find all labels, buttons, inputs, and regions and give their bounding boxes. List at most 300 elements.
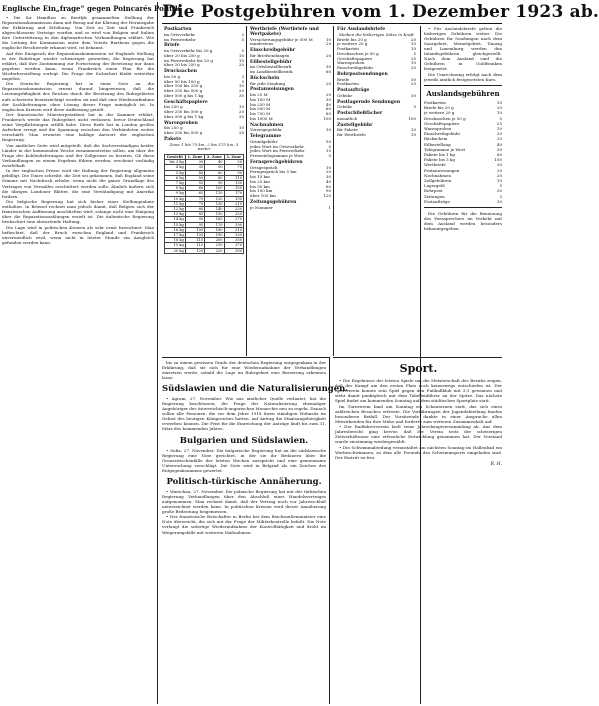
table-cell: 190 bbox=[224, 196, 243, 201]
table-cell: 90 bbox=[205, 181, 224, 186]
tariff-value: 60 bbox=[325, 69, 331, 74]
tariff-column-3 bbox=[335, 26, 418, 356]
left-article-body bbox=[2, 15, 154, 245]
fee-value: 30 bbox=[496, 188, 502, 194]
fee-value: 10 bbox=[496, 177, 502, 183]
tariff-value: 3 bbox=[241, 31, 244, 37]
column-header: Gewicht bbox=[165, 155, 186, 160]
tariff-value: 5 bbox=[241, 48, 244, 53]
tariff-value: 30 bbox=[238, 92, 244, 98]
table-cell: 170 bbox=[224, 191, 243, 196]
table-cell: 230 bbox=[224, 207, 243, 212]
tariff-label: über 100 km bbox=[250, 193, 276, 198]
tariff-heading: Zeitungsgebühren bbox=[250, 199, 297, 205]
sport-title: Sport. bbox=[399, 362, 438, 375]
table-cell: 170 bbox=[205, 222, 224, 227]
fee-value: 10 bbox=[496, 125, 502, 131]
table-cell: bis 3 kg bbox=[165, 160, 186, 165]
table-cell: 50 bbox=[205, 165, 224, 170]
table-cell: 110 bbox=[205, 191, 224, 196]
tariff-label: Gebühr bbox=[337, 104, 353, 110]
table-cell: 20 kg bbox=[165, 248, 186, 253]
tariff-label: im Landbestellbezirk bbox=[250, 69, 293, 74]
tariff-label: über 250 bis 500 g bbox=[164, 88, 203, 93]
tariff-value: 30 bbox=[325, 64, 331, 70]
tariff-value: 100 bbox=[408, 115, 416, 121]
tariff-value: 30 bbox=[410, 92, 416, 98]
fee-value: 3 bbox=[499, 193, 502, 199]
tariff-column-1 bbox=[162, 26, 247, 356]
table-cell: 210 bbox=[205, 243, 224, 248]
fee-label: Eilbestellung bbox=[424, 141, 451, 147]
table-cell: 110 bbox=[185, 238, 204, 243]
table-cell: 50 bbox=[224, 160, 243, 165]
tariff-value: 5 bbox=[328, 153, 331, 158]
tariff-heading: Wertbriefe (Wertbriefe und Wertpakete) bbox=[250, 27, 319, 37]
table-cell: 150 bbox=[224, 186, 243, 191]
tariff-label: bis 750 M bbox=[250, 111, 271, 116]
tariff-heading: Postaufträge bbox=[337, 88, 370, 93]
left-paragraph: Der französische Ministerpräsident hat in der Kammer erklärt, Frankreich werde das Ruhrgebiet nicht verlassen, bevor Deutschland seine Verpflichtungen erfüllt habe. Diese Rede hat in London großes Aufsehen erregt und die Spannung zwischen den Verbündeten weiter verschärft. Man erwartet eine baldige Antwort der englischen Regierung. bbox=[2, 112, 154, 143]
tariff-label: über 20 bis 250 g bbox=[164, 52, 200, 58]
section-body-suedslawien bbox=[162, 396, 326, 431]
fee-value: 10 bbox=[496, 110, 502, 116]
table-cell: 130 bbox=[224, 181, 243, 186]
fee-value: 150 bbox=[494, 157, 502, 163]
tariff-value: 10 bbox=[410, 127, 416, 133]
tariff-row bbox=[337, 105, 416, 110]
left-paragraph: Die Lage wird in politischen Kreisen als sehr ernst bezeichnet. Man befürchtet, daß der Bruch zwischen England und Frankreich unvermeidlich wird, wenn nicht in letzter Stunde ein Ausgleich gefunden werden kann. bbox=[2, 224, 154, 245]
tariff-value: 10 bbox=[410, 132, 416, 137]
table-cell: 180 bbox=[205, 227, 224, 232]
fee-value: 40 bbox=[496, 141, 502, 147]
tariff-label: über 50 bis 100 g bbox=[164, 78, 200, 84]
section-body-tuerkei bbox=[162, 489, 326, 535]
tariff-value: 10 bbox=[410, 46, 416, 51]
intro-paragraph bbox=[162, 360, 326, 380]
table-cell: 330 bbox=[224, 233, 243, 238]
section-text: • Warschau, 27. November. Die polnische Regierung hat mit der türkischen Regierung Verhandlungen über den Abschluß eines Handelsvertrages aufgenommen. Man rechnet damit, daß der Vertrag noch vor Jahresschluß unterzeichnet werden kann. In politischen Kreisen wird dieser Annäherung große Bedeutung beigemessen. bbox=[162, 488, 326, 514]
tariff-value: 50 bbox=[325, 138, 331, 144]
tariff-value: 10 bbox=[325, 127, 331, 133]
right-paragraph: • Für Auslandsbriefe gelten die bisherigen Gebühren weiter. Die Gebühren für Sendungen nach dem Saargebiet, Memelgebiet, Danzig und Luxemburg werden den Inlandsgebühren gleichgestellt. Nach dem Ausland sind die Gebühren in Goldfranken festgesetzt. bbox=[424, 26, 502, 72]
tariff-row bbox=[337, 133, 416, 138]
left-paragraph: Von amtlicher Seite wird mitgeteilt, daß die Sachverständigen beider Länder in der kommenden Woche zusammentreten sollen, um über die Frage der Kohlenlieferungen und der Zollgrenze zu beraten. Ob diese Verhandlungen zu einem Ergebnis führen werden, erscheint vorläufig zweifelhaft. bbox=[2, 142, 154, 168]
table-cell: 200 bbox=[205, 238, 224, 243]
table-cell: 70 bbox=[185, 196, 204, 201]
tariff-label: über 250 bis 500 g bbox=[164, 109, 203, 114]
fee-label: Zeitungen bbox=[424, 193, 445, 199]
left-paragraph: • Die Sir Hamilton zu Rentlyk gesammelten Stellung der Reparationskommission dann mit Bezug auf die Klärung der Herausgabe der Erklärung und Erhöhung. Von Zeit zu Zeit sind Frankreich abgeschlossene Verträge worden und so wird von Belgien und Italien ihre Unterstützung in den diplomatischen Verhandlungen erklärt. Wie die Leitung der Kommission unter dem Vorsitz Barthous gegen die englische Beschwerde erkannt wird, ist bekannt. bbox=[2, 15, 155, 51]
tariff-row bbox=[164, 94, 244, 99]
right-fee-list bbox=[424, 100, 502, 204]
table-cell: 19 kg bbox=[165, 243, 186, 248]
table-cell: 30 bbox=[185, 160, 204, 165]
tariff-value: 10 bbox=[410, 60, 416, 66]
tariff-label: Ortsgespräch bbox=[250, 164, 278, 170]
tariff-label: über 500 g bis 1 kg bbox=[164, 113, 204, 119]
section-text: • Sofia, 27. November. Die bulgarische Regierung hat an die südslawische Regierung eine Note gerichtet, in der sie ihr Bedauern über die Grenzzwischenfälle der letzten Wochen ausspricht und eine gemeinsame Untersuchung vorschlägt. Die Note wird in Belgrad als ein Zeichen des Entgegenkommens gewertet. bbox=[162, 447, 326, 473]
table-row bbox=[165, 248, 244, 253]
fee-value: 10 bbox=[496, 99, 502, 105]
tariff-row bbox=[337, 82, 416, 87]
table-cell: 40 bbox=[205, 160, 224, 165]
tariff-label: Geschäftspapiere bbox=[337, 55, 373, 61]
tariff-heading: Postkarten bbox=[164, 27, 192, 32]
tariff-heading: Telegramme bbox=[250, 134, 282, 139]
tariff-value: 80 bbox=[325, 111, 331, 116]
table-cell: 390 bbox=[224, 248, 243, 253]
tariff-row bbox=[164, 63, 244, 68]
fee-label: Rückschein bbox=[424, 136, 448, 142]
tariff-label: für Pakete bbox=[337, 127, 358, 133]
table-cell: 16 kg bbox=[165, 227, 186, 232]
sport-paragraph: • Die Schwimmabteilung veranstaltet am nächsten Sonntag im Hallenbad ein Werbeschwimmen, zu dem alle Freunde des Schwimmsports eingeladen sind. Der Eintritt ist frei. bbox=[335, 444, 502, 460]
intro-text: bis zu einem gewissen Grade der deutschen Regierung entgegenkam in der Erklärung, daß sie sich für eine Wiederaufnahme der Verhandlungen einsetzen werde, sobald die Lage im Ruhrgebiet eine Besserung erkennen lasse. bbox=[162, 360, 326, 381]
fee-label: Lagergeld bbox=[424, 183, 445, 189]
tariff-value: 30 bbox=[410, 76, 416, 82]
tariff-value: 20 bbox=[325, 169, 331, 175]
table-cell: 370 bbox=[224, 243, 243, 248]
tariff-row bbox=[250, 117, 331, 122]
tariff-value: 10 bbox=[325, 164, 331, 170]
tariff-value: 40 bbox=[325, 178, 331, 184]
tariff-row bbox=[164, 131, 244, 136]
sport-paragraph: • Der Radfahrerverein hielt seine Jahreshauptversammlung ab. Aus dem Jahresbericht ging hervor, daß der Verein trotz der schwierigen Zeitverhältnisse eine erfreuliche Entwicklung genommen hat. Der Vorstand wurde einstimmig wiedergewählt. bbox=[335, 424, 502, 445]
tariff-value: 5 bbox=[241, 78, 244, 84]
table-cell: 85 bbox=[185, 212, 204, 217]
table-cell: 150 bbox=[205, 212, 224, 217]
tariff-label: im Fernverkehr bis 20 g bbox=[164, 57, 213, 63]
tariff-value: 10 bbox=[410, 41, 416, 47]
tariff-label: monatlich bbox=[337, 115, 358, 121]
table-cell: 8 kg bbox=[165, 186, 186, 191]
tariff-label: Postkarten bbox=[337, 46, 359, 51]
right-paragraph: Die Umrechnung erfolgt nach dem jeweils amtlich festgesetzten Kurs. bbox=[424, 71, 502, 82]
tariff-label: bis 250 g bbox=[164, 104, 183, 110]
tariff-value: 10 bbox=[238, 57, 244, 63]
section-text: • Agram, 27. November. Wie aus amtlicher Quelle verlautet, hat die Regierung beschlossen, die Frage der Naturalisierung ehemaliger Angehöriger der österreichisch-ungarischen Monarchie neu zu regeln. Danach sollen alle Personen, die vor dem Jahre 1918 ihren ständigen Wohnsitz im Gebiet des heutigen Königreiches hatten, auf Antrag die Staatsangehörigkeit erwerben können. Die Frist für die Einreichung der Anträge läuft bis zum 31. März des kommenden Jahres. bbox=[162, 396, 326, 432]
table-cell: 40 bbox=[185, 170, 204, 175]
tariff-row bbox=[337, 94, 416, 99]
table-cell: 250 bbox=[224, 212, 243, 217]
tariff-heading: Pakete bbox=[164, 136, 182, 142]
right-list-title: Auslandsgebühren bbox=[426, 88, 500, 98]
tariff-label: über 500 g bis 1 kg bbox=[164, 92, 204, 98]
tariff-heading: Postschließfächer bbox=[337, 111, 383, 116]
fee-list-item bbox=[424, 199, 502, 204]
tariff-value: 25 bbox=[410, 81, 416, 87]
fee-value: 30 bbox=[496, 162, 502, 168]
tariff-heading: Nachnahmen bbox=[250, 122, 284, 128]
table-cell: 13 kg bbox=[165, 212, 186, 217]
tariff-value: 120 bbox=[323, 193, 331, 198]
fee-label: Drucksachen je 50 g bbox=[424, 115, 466, 121]
tariff-heading: Rohrpostsendungen bbox=[337, 71, 388, 77]
tariff-value: 10 bbox=[238, 52, 244, 58]
tariff-value: 60 bbox=[325, 106, 331, 112]
tariff-value: 20 bbox=[325, 92, 331, 97]
tariff-row bbox=[250, 194, 331, 199]
fee-label: Briefe bis 20 g bbox=[424, 105, 454, 111]
fee-label: Rohrpost bbox=[424, 188, 443, 194]
tariff-value: 60 bbox=[325, 183, 331, 189]
tariff-label: Briefe bbox=[337, 76, 350, 82]
fee-label: Postaufträge bbox=[424, 198, 450, 204]
left-paragraph: Auf den Einspruch der Reparationskommission ist Englands Stellung in der Ruhrfrage wieder schwieriger geworden; die Regierung hat erklärt, daß ihre Zustimmung zur Fortsetzung der Besetzung nur dann gegeben werden kann, wenn Frankreich einen Plan für die Wiederherstellung vorlegt. Die Frage der Sicherheit bleibt weiterhin ungelöst. bbox=[2, 50, 154, 81]
table-cell: 11 kg bbox=[165, 201, 186, 206]
fee-value: 80 bbox=[496, 151, 502, 157]
tariff-value: 20 bbox=[238, 62, 244, 68]
tariff-row bbox=[250, 128, 331, 133]
tariff-heading: Briefe bbox=[164, 43, 180, 49]
right-outro bbox=[424, 211, 502, 231]
tariff-value: 5 bbox=[413, 50, 416, 56]
divider bbox=[424, 207, 502, 208]
table-cell: 70 bbox=[224, 165, 243, 170]
tariff-label: Vorzeigegebühr bbox=[250, 127, 283, 133]
section-title-suedslawien: Südslawien und die Naturalisierungen. bbox=[162, 384, 349, 395]
tariff-label: Warenproben bbox=[337, 60, 365, 66]
fee-value: 20 bbox=[496, 172, 502, 178]
fee-label: Telegramme je Wort bbox=[424, 146, 466, 152]
left-article-title: Englische Ein„frage“ gegen Poincarés Politik. bbox=[2, 4, 183, 13]
tariff-label: bis 15 km bbox=[250, 174, 270, 179]
column-header: 1. Zone bbox=[185, 155, 204, 160]
table-cell: 9 kg bbox=[165, 191, 186, 196]
tariff-label: bis 100 M bbox=[250, 96, 271, 102]
table-cell: 120 bbox=[185, 248, 204, 253]
fee-label: Geschäftspapiere bbox=[424, 120, 460, 126]
tariff-heading: Rückschein bbox=[250, 75, 280, 81]
tariff-value: 20 bbox=[325, 52, 331, 58]
tariff-column-2 bbox=[248, 26, 334, 356]
tariff-value: 25 bbox=[410, 55, 416, 61]
tariff-label: Briefe bis 20 g bbox=[337, 36, 367, 42]
table-cell: 140 bbox=[205, 207, 224, 212]
tariff-value: 100 bbox=[323, 115, 331, 121]
tariff-row bbox=[250, 206, 331, 211]
tariff-label: bis 25 M bbox=[250, 92, 268, 97]
fee-label: Einschreibgebühr bbox=[424, 131, 461, 137]
left-paragraph: Die Deutsche Regierung hat in einer Note an die Reparationskommission erneut darauf hingewiesen, daß die Leistungsfähigkeit des Reiches durch die Besetzung des Ruhrgebietes aufs schwerste beeinträchtigt worden sei und daß eine Wiederaufnahme der Sachlieferungen ohne Lösung dieser Frage unmöglich ist. In englischen Kreisen wird diese Auffassung geteilt. bbox=[2, 81, 154, 112]
fee-label: Postkarten bbox=[424, 99, 446, 105]
signature: R. H. bbox=[490, 461, 502, 467]
fee-label: Nachnahmen bbox=[424, 172, 451, 178]
fee-label: Wertbriefe bbox=[424, 162, 446, 168]
tariff-value: 1 bbox=[328, 204, 331, 210]
tariff-label: Ferngespräch bis 5 km bbox=[250, 169, 297, 175]
tariff-label: Versicherungsgebühr je 500 M bbox=[250, 36, 313, 42]
tariff-label: je Nummer bbox=[250, 204, 273, 210]
table-cell: 50 bbox=[185, 175, 204, 180]
tariff-row bbox=[250, 154, 331, 159]
table-cell: 310 bbox=[224, 227, 243, 232]
table-cell: 10 kg bbox=[165, 196, 186, 201]
fee-value: 30 bbox=[496, 146, 502, 152]
table-cell: 17 kg bbox=[165, 233, 186, 238]
table-cell: 7 kg bbox=[165, 181, 186, 186]
table-cell: 350 bbox=[224, 238, 243, 243]
tariff-label: im Ortsverkehr bis 20 g bbox=[164, 48, 213, 53]
table-cell: 110 bbox=[224, 175, 243, 180]
tariff-label: bis 25 km bbox=[250, 178, 270, 184]
fee-label: Postanweisungen bbox=[424, 167, 460, 173]
column-header: 2. Zone bbox=[205, 155, 224, 160]
fee-label: Pakete bis 5 kg bbox=[424, 157, 455, 163]
parcel-rate-table bbox=[164, 154, 244, 254]
page-headline: Die Postgebühren vom 1. Dezember 1923 ab. bbox=[162, 2, 599, 22]
table-cell: 210 bbox=[224, 201, 243, 206]
tariff-row bbox=[250, 82, 331, 87]
fee-value: 20 bbox=[496, 105, 502, 111]
fee-value: 5 bbox=[499, 115, 502, 121]
middle-column-a bbox=[162, 357, 349, 704]
tariff-row bbox=[164, 115, 244, 120]
left-paragraph: Die belgische Regierung hat sich bisher einer Stellungnahme enthalten. In Brüssel rechnet man jedoch damit, daß Belgien sich der französischen Auffassung anschließen wird, solange nicht eine Einigung über die Reparationszahlungen erzielt ist. Die italienische Regierung beobachtet eine abwartende Haltung. bbox=[2, 199, 154, 225]
right-paragraph: Die Gebühren für die Benutzung des Fernsprechers im Verkehr mit dem Ausland werden besonders bekanntgegeben. bbox=[424, 210, 502, 232]
section-title-tuerkei: Politisch-türkische Annäherung. bbox=[166, 476, 322, 487]
tariff-label: über 100 bis 250 g bbox=[164, 83, 203, 89]
tariff-value: 30 bbox=[238, 113, 244, 119]
fee-value: 20 bbox=[496, 136, 502, 142]
tariff-label: je weitere 20 g bbox=[337, 41, 368, 47]
tariff-note: Zone 1 bis 75 km, 2 bis 375 km, 3 weiter bbox=[169, 141, 239, 152]
tariff-heading: Warenproben bbox=[164, 120, 198, 126]
section-text: • Der französische Botschafter in Berlin hat dem Reichsaußenminister eine Note überreicht, die sich mit der Frage der Militärkontrolle befaßt. Die Note verlangt die sofortige Wiederaufnahme der Kontrolltätigkeit und droht im Weigerungsfalle mit weiteren Maßnahmen. bbox=[162, 514, 326, 535]
table-cell: 80 bbox=[205, 175, 224, 180]
fee-label: Zollgebühren bbox=[424, 177, 452, 183]
table-cell: 160 bbox=[205, 217, 224, 222]
tariff-value: 90 bbox=[325, 188, 331, 194]
fee-value: 25 bbox=[496, 120, 502, 126]
table-cell: 15 kg bbox=[165, 222, 186, 227]
sport-paragraph: • Die Ergebnisse der letzten Spiele um die Meisterschaft des Bezirks zeigen, daß der Kampf um den ersten Platz noch keineswegs entschieden ist. Der Sportverein konnte sein Spiel gegen den Fußballklub mit 3:1 gewinnen und steht damit punktgleich mit dem Tabellenführer an der Spitze. Das nächste Spiel findet am kommenden Sonntag auf dem städtischen Sportplatz statt. bbox=[335, 378, 502, 404]
table-cell: 60 bbox=[185, 186, 204, 191]
table-cell: 18 kg bbox=[165, 238, 186, 243]
tariff-label: Gebühr bbox=[337, 92, 353, 98]
tariff-value: 30 bbox=[325, 174, 331, 179]
table-cell: 220 bbox=[205, 248, 224, 253]
tariff-label: jedes Wort im Ortsverkehr bbox=[250, 143, 304, 149]
tariff-label: bis 50 g bbox=[164, 73, 181, 79]
tariff-value: 20 bbox=[238, 130, 244, 135]
fee-value: 20 bbox=[496, 131, 502, 137]
tariff-heading: Zustellgebühr bbox=[337, 122, 373, 128]
table-cell: 130 bbox=[205, 201, 224, 206]
tariff-value: 20 bbox=[410, 65, 416, 70]
tariff-row bbox=[337, 66, 416, 71]
tariff-value: 10 bbox=[238, 83, 244, 89]
right-column bbox=[420, 26, 502, 704]
tariff-value: 10 bbox=[325, 36, 331, 42]
tariff-label: für Briefsendungen bbox=[250, 52, 290, 58]
tariff-label: über 250 bis 500 g bbox=[164, 130, 203, 135]
tariff-label: bis 500 M bbox=[250, 106, 271, 112]
table-cell: 65 bbox=[185, 191, 204, 196]
tariff-value: 40 bbox=[325, 101, 331, 107]
tariff-label: Drucksachen je 50 g bbox=[337, 50, 379, 56]
table-cell: 6 kg bbox=[165, 175, 186, 180]
tariff-heading: Postanweisungen bbox=[250, 87, 294, 93]
fee-value: 30 bbox=[496, 198, 502, 204]
tariff-label: über 20 bis 250 g bbox=[164, 62, 200, 68]
tariff-label: bis 100 km bbox=[250, 188, 273, 194]
tariff-label: Pressetelegramme je Wort bbox=[250, 153, 304, 158]
tariff-row bbox=[250, 70, 331, 75]
tariff-value: 10 bbox=[238, 104, 244, 110]
tariff-heading: Für Auslandsbriefe bbox=[337, 27, 386, 32]
column-header: 3. Zone bbox=[224, 155, 243, 160]
table-cell: 100 bbox=[205, 186, 224, 191]
tariff-label: für Wertbriefe bbox=[337, 132, 366, 137]
table-cell: 90 bbox=[185, 217, 204, 222]
table-cell: 100 bbox=[185, 227, 204, 232]
tariff-value: 30 bbox=[325, 96, 331, 102]
tariff-value: 20 bbox=[325, 41, 331, 47]
tariff-row bbox=[337, 117, 416, 122]
tariff-label: jedes Wort im Fernverkehr bbox=[250, 148, 305, 154]
tariff-heading: Geschäftspapiere bbox=[164, 99, 208, 105]
tariff-label: bis 50 km bbox=[250, 183, 270, 189]
table-cell: 5 kg bbox=[165, 170, 186, 175]
tariff-heading: Drucksachen bbox=[164, 69, 197, 74]
tariff-value: 5 bbox=[328, 143, 331, 149]
left-paragraph: In der englischen Presse wird die Haltung der Regierung allgemein gebilligt. Die Times schreibt, die Zeit sei gekommen, daß England seine Stimme mit Nachdruck erhebe, wenn nicht die ganze Grundlage des Vertrages von Versailles erschüttert werden solle. Ähnlich äußern sich die übrigen Londoner Blätter, die eine Verständigung mit Amerika fordern. bbox=[2, 168, 154, 199]
tariff-label: bis 250 g bbox=[164, 125, 183, 131]
fee-label: Pakete bis 1 kg bbox=[424, 151, 455, 157]
fee-label: je weitere 20 g bbox=[424, 110, 455, 116]
divider bbox=[424, 85, 502, 86]
tariff-heading: Eilbestellgebühr bbox=[250, 59, 292, 65]
tariff-value: 10 bbox=[325, 148, 331, 154]
table-cell: 80 bbox=[185, 207, 204, 212]
table-cell: 95 bbox=[185, 222, 204, 227]
tariff-label: im Ortsbestellbezirk bbox=[250, 64, 292, 70]
section-body-bulgarien bbox=[162, 448, 326, 473]
tariff-heading: Fernsprechgebühren bbox=[250, 159, 303, 165]
fee-label: Warenproben bbox=[424, 125, 452, 131]
tariff-label: für jede Sendung bbox=[250, 80, 286, 86]
tariff-heading: Postlagernde Sendungen bbox=[337, 99, 401, 105]
table-cell: 75 bbox=[185, 201, 204, 206]
table-cell: 14 kg bbox=[165, 217, 186, 222]
fee-value: 20 bbox=[496, 167, 502, 173]
table-cell: 120 bbox=[205, 196, 224, 201]
tariff-label: im Fernverkehr bbox=[164, 36, 196, 42]
tariff-value: 10 bbox=[238, 125, 244, 131]
tariff-value: 20 bbox=[238, 88, 244, 93]
table-cell: 105 bbox=[185, 233, 204, 238]
table-cell: 4 kg bbox=[165, 165, 186, 170]
tariff-label: im Ortsverkehr bbox=[164, 31, 196, 37]
sport-paragraph: Im Turnverein fand am Sonntag ein Schauturnen statt, das sich eines zahlreichen Besuches erfreute. Die Vorführungen der Jugendabteilung fanden besonderen Beifall. Der Vorsitzende dankte in einer Ansprache allen Mitwirkenden für ihre Mühe und forderte zum weiteren Zusammenhalt auf. bbox=[335, 403, 502, 424]
tariff-row bbox=[250, 42, 331, 47]
tariff-row bbox=[250, 54, 331, 59]
table-cell: 270 bbox=[224, 217, 243, 222]
table-cell: 90 bbox=[224, 170, 243, 175]
tariff-value: 20 bbox=[238, 109, 244, 114]
tariff-value: 20 bbox=[410, 36, 416, 42]
table-cell: 12 kg bbox=[165, 207, 186, 212]
tariff-label: Postkarten bbox=[337, 81, 359, 87]
tariff-value: 5 bbox=[413, 104, 416, 110]
tariff-value: 3 bbox=[241, 73, 244, 79]
tariff-label: Grundgebühr bbox=[250, 138, 278, 144]
tariff-row bbox=[164, 38, 244, 43]
tariff-value: 20 bbox=[325, 80, 331, 86]
tariff-label: Einschreibgebühr bbox=[337, 65, 374, 70]
